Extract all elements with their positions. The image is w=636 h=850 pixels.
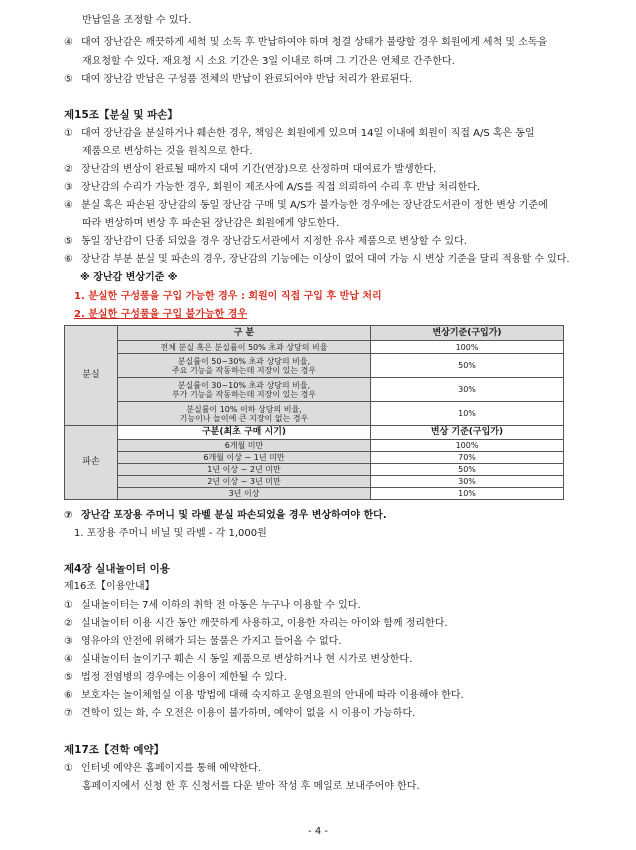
loss-desc: 분실률이 10% 이하 상당의 비율, 기능이나 놀이에 큰 지장이 없는 경우 [118,402,371,426]
compensation-table [64,325,564,500]
damage-period: 3년 이상 [118,488,371,500]
table-row [65,464,564,476]
damage-header-row [65,426,564,440]
loss-header: 구 분 [118,326,371,341]
loss-header-value: 변상기준(구입가) [371,326,564,341]
continued-line: 반납일을 조정할 수 있다. [82,15,192,26]
art17-item-1-cont: 홈페이지에서 신청 한 후 신청서를 다운 받아 작성 후 메일로 보내주어야 한다. [82,781,420,792]
art15-item-5: ⑤ 동일 장난감이 단종 되었을 경우 장난감도서관에서 지정한 유사 제품으로 변상할 수 있다. [64,236,467,247]
art16-item-4: ④ 실내놀이터 놀이기구 훼손 시 동일 제품으로 변상하거나 현 시가로 변상한다. [64,654,413,665]
art16-item-1: ① 실내놀이터는 7세 이하의 취학 전 아동은 누구나 이용할 수 있다. [64,600,361,611]
article-16-title: 제16조【이용안내】 [64,581,155,592]
loss-category: 분실 [65,326,118,426]
art15-item-6: ⑥ 장난감 부분 분실 및 파손의 경우, 장난감의 기능에는 이상이 없어 대여 가능 시 변상 기준을 달리 적용할 수 있다. [64,254,570,265]
damage-category: 파손 [65,426,118,500]
table-row [65,402,564,426]
damage-value: 50% [371,464,564,476]
damage-value: 10% [371,488,564,500]
damage-period: 6개월 미만 [118,440,371,452]
damage-value: 70% [371,452,564,464]
compensation-standard-title: ※ 장난감 변상기준 ※ [80,272,178,283]
rule-1: 1. 분실한 구성품을 구입 가능한 경우 : 회원이 직접 구입 후 반납 처리 [74,291,382,302]
loss-value: 100% [371,341,564,354]
table-row [65,341,564,354]
art16-item-7: ⑦ 견학이 있는 화, 수 오전은 이용이 불가하며, 예약이 없을 시 이용이 가능하다. [64,708,416,719]
rule-2: 2. 분실한 구성품을 구입 불가능한 경우 [74,309,248,320]
article-17-title: 제17조【견학 예약】 [64,744,165,756]
loss-desc: 전체 분실 혹은 분실률이 50% 초과 상당의 비율 [118,341,371,354]
top-item-5: ⑤ 대여 장난감 반납은 구성품 전체의 반납이 완료되어야 반납 처리가 완료된다. [64,74,413,85]
damage-period: 6개월 이상 ~ 1년 미만 [118,452,371,464]
damage-header-value: 변상 기준(구입가) [371,426,564,440]
art15-item-2: ② 장난감의 변상이 완료될 때까지 대여 기간(연장)으로 산정하며 대여료가 발생한다. [64,164,437,175]
table-row [65,476,564,488]
table-row [65,452,564,464]
art15-item-7: ⑦ 장난감 포장용 주머니 및 라벨 분실 파손되었을 경우 변상하여야 한다. [64,510,387,521]
art15-item-4-cont: 따라 변상하며 변상 후 파손된 장난감은 회원에게 양도한다. [82,218,340,229]
table-row [65,488,564,500]
art16-item-2: ② 실내놀이터 이용 시간 동안 깨끗하게 사용하고, 이용한 자리는 아이와 함께 정리한다. [64,618,448,629]
loss-value: 30% [371,378,564,402]
art16-item-6: ⑥ 보호자는 놀이체험실 이용 방법에 대해 숙지하고 운영요원의 안내에 따라 이용해야 한다. [64,690,464,701]
table-row [65,440,564,452]
art15-item-4: ④ 분실 혹은 파손된 장난감의 동일 장난감 구매 및 A/S가 불가능한 경우에는 장난감도서관이 정한 변상 기준에 [64,200,548,211]
loss-desc: 분실률이 50~30% 초과 상당의 비율, 주요 기능을 작동하는데 지장이 있는 경우 [118,354,371,378]
art17-item-1: ① 인터넷 예약은 홈페이지를 통해 예약한다. [64,763,262,774]
table-row [65,354,564,378]
art15-item-1: ① 대여 장난감을 분실하거나 훼손한 경우, 책임은 회원에게 있으며 14일 이내에 회원이 직접 A/S 혹은 동일 [64,128,535,139]
page-number: - 4 - [308,826,328,837]
article-15-title: 제15조【분실 및 파손】 [64,109,178,121]
table-row [65,378,564,402]
damage-period: 2년 이상 ~ 3년 미만 [118,476,371,488]
chapter-4-title: 제4장 실내놀이터 이용 [64,563,170,575]
loss-value: 50% [371,354,564,378]
top-item-4-cont: 재요청할 수 있다. 재요청 시 소요 기간은 3일 이내로 하며 그 기간은 연체로 간주한다. [82,56,455,67]
loss-value: 10% [371,402,564,426]
art15-item-3: ③ 장난감의 수리가 가능한 경우, 회원이 제조사에 A/S를 직접 의뢰하여 수리 후 반납 처리한다. [64,182,481,193]
damage-period: 1년 이상 ~ 2년 미만 [118,464,371,476]
top-item-4: ④ 대여 장난감은 깨끗하게 세척 및 소독 후 반납하여야 하며 청결 상태가 불량할 경우 회원에게 세척 및 소독을 [64,37,548,48]
art15-item-7-sub: 1. 포장용 주머니 비닐 및 라벨 - 각 1,000원 [74,528,267,539]
loss-header-row [65,326,564,341]
damage-value: 30% [371,476,564,488]
loss-desc: 분실률이 30~10% 초과 상당의 비율, 부가 기능을 작동하는데 지장이 있는 경우 [118,378,371,402]
damage-value: 100% [371,440,564,452]
art16-item-5: ⑤ 법정 전염병의 경우에는 이용이 제한될 수 있다. [64,672,287,683]
art16-item-3: ③ 영유아의 안전에 위해가 되는 물품은 가지고 들어올 수 없다. [64,636,342,647]
art15-item-1-cont: 제품으로 변상하는 것을 원칙으로 한다. [82,146,253,157]
damage-header: 구분(최초 구매 시기) [118,426,371,440]
